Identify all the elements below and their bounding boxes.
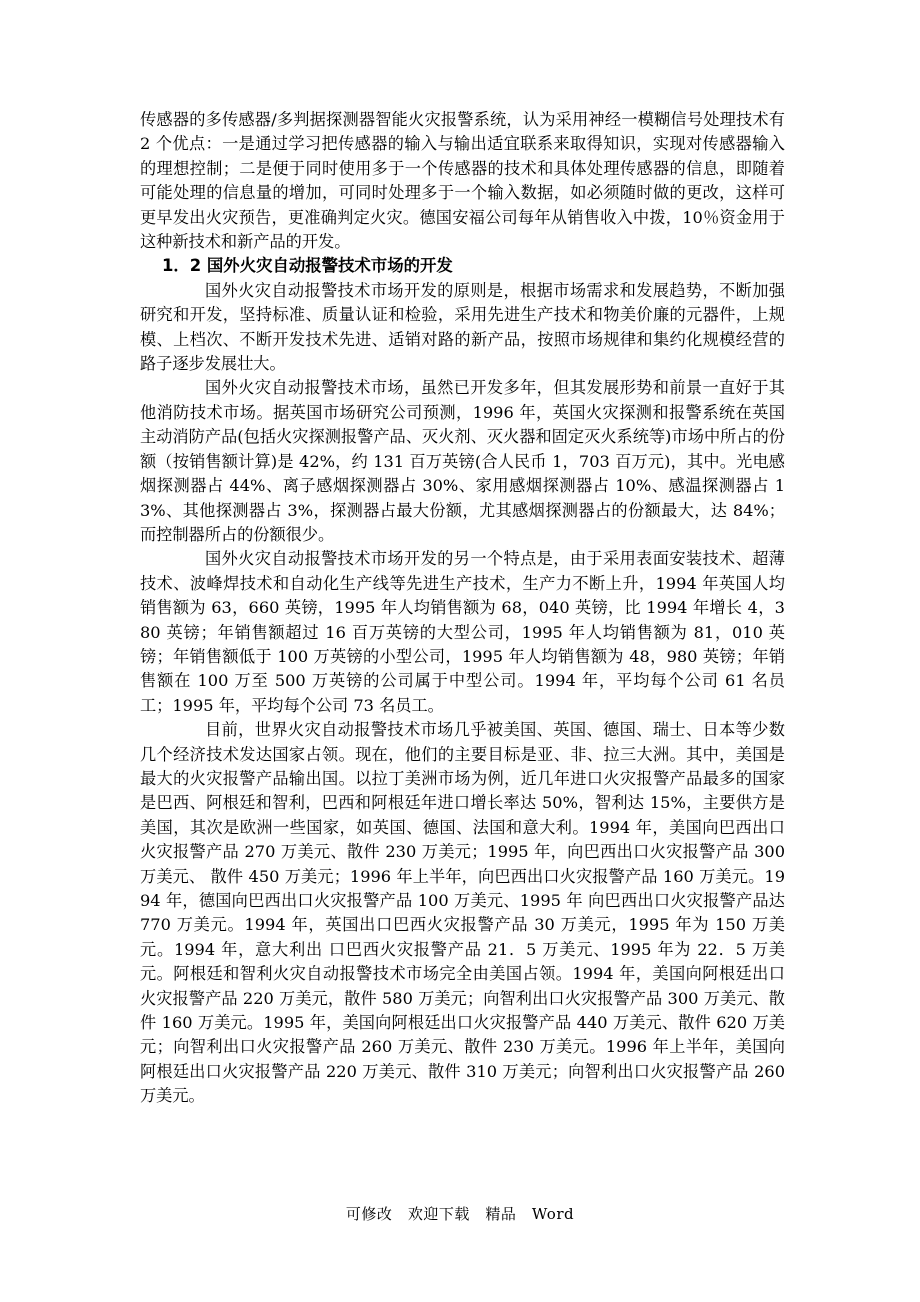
section-heading: 1．2 国外火灾自动报警技术市场的开发 (162, 256, 453, 276)
page-footer: 可修改 欢迎下载 精品 Word (345, 1205, 575, 1223)
paragraph-intro: 传感器的多传感器/多判据探测器智能火灾报警系统，认为采用神经一模糊信号处理技术有 2 个优点：一是通过学习把传感器的输入与输出适宜联系来取得知识，实现对传感器输入的理想控制；二是便于同时使用多于一个传感器的技术和具体处理传感器的信息，即随着可能处理的信息量的增加，可同时处理多于一个输入数据，如必须随时做的更改，这样可更早发出火灾预告，更准确判定火灾。德国安福公司每年从销售收入中拨，10％资金用于这种新技术和新产品的开发。 (140, 110, 785, 252)
paragraph-world-market: 目前，世界火灾自动报警技术市场几乎被美国、英国、德国、瑞士、日本等少数几个经济技术发达国家占领。现在，他们的主要目标是亚、非、拉三大洲。其中，美国是最大的火灾报警产品输出国。以拉丁美洲市场为例，近几年进口火灾报警产品最多的国家是巴西、阿根廷和智利，巴西和阿根廷年进口增长率达 50%，智利达 15%，主要供方是美国，其次是欧洲一些国家，如英国、德国、法国和意大利。1994 年，美国向巴西出口火灾报警产品 270 万美元、散件 230 万美元；1995 年，向巴西出口火灾报警产品 300 万美元、 散件 450 万美元；1996 年上半年，向巴西出口火灾报警产品 160 万美元。1994 年，德国向巴西出口火灾报警产品 100 万美元、1995 年 向巴西出口火灾报警产品达 770 万美元。1994 年，英国出口巴西火灾报警产品 30 万美元，1995 年为 150 万美元。1994 年，意大利出 口巴西火灾报警产品 21．5 万美元、1995 年为 22．5 万美元。阿根廷和智利火灾自动报警技术市场完全由美国占领。1994 年，美国向阿根廷出口火灾报警产品 220 万美元，散件 580 万美元；向智利出口火灾报警产品 300 万美元、散件 160 万美元。1995 年，美国向阿根廷出口火灾报警产品 440 万美元、散件 620 万美元；向智利出口火灾报警产品 260 万美元、散件 230 万美元。1996 年上半年，美国向阿根廷出口火灾报警产品 220 万美元、散件 310 万美元；向智利出口火灾报警产品 260 万美元。 (140, 720, 785, 1106)
document-body (140, 108, 785, 1109)
paragraph-principles: 国外火灾自动报警技术市场开发的原则是，根据市场需求和发展趋势，不断加强研究和开发，坚持标准、质量认证和检验，采用先进生产技术和物美价廉的元器件，上规模、上档次、不断开发技术先进、适销对路的新产品，按照市场规律和集约化规模经营的路子逐步发展壮大。 (140, 280, 785, 374)
paragraph-productivity: 国外火灾自动报警技术市场开发的另一个特点是，由于采用表面安装技术、超薄技术、波峰焊技术和自动化生产线等先进生产技术，生产力不断上升，1994 年英国人均销售额为 63，660 英镑，1995 年人均销售额为 68，040 英镑，比 1994 年增长 4，380 英镑；年销售额超过 16 百万英镑的大型公司，1995 年人均销售额为 81，010 英镑；年销售额低于 100 万英镑的小型公司，1995 年人均销售额为 48，980 英镑；年销售额在 100 万至 500 万英镑的公司属于中型公司。1994 年，平均每个公司 61 名员工；1995 年，平均每个公司 73 名员工。 (140, 549, 785, 715)
paragraph-market-share: 国外火灾自动报警技术市场，虽然已开发多年，但其发展形势和前景一直好于其他消防技术市场。据英国市场研究公司预测，1996 年，英国火灾探测和报警系统在英国主动消防产品(包括火灾探测报警产品、灭火剂、灭火器和固定灭火系统等)市场中所占的份额（按销售额计算)是 42%，约 131 百万英镑(合人民币 1，703 百万元)，其中。光电感烟探测器占 44%、离子感烟探测器占 30%、家用感烟探测器占 10%、感温探测器占 13%、其他探测器占 3%，探测器占最大份额，尤其感烟探测器占的份额最大，达 84%；而控制器所占的份额很少。 (140, 378, 785, 544)
